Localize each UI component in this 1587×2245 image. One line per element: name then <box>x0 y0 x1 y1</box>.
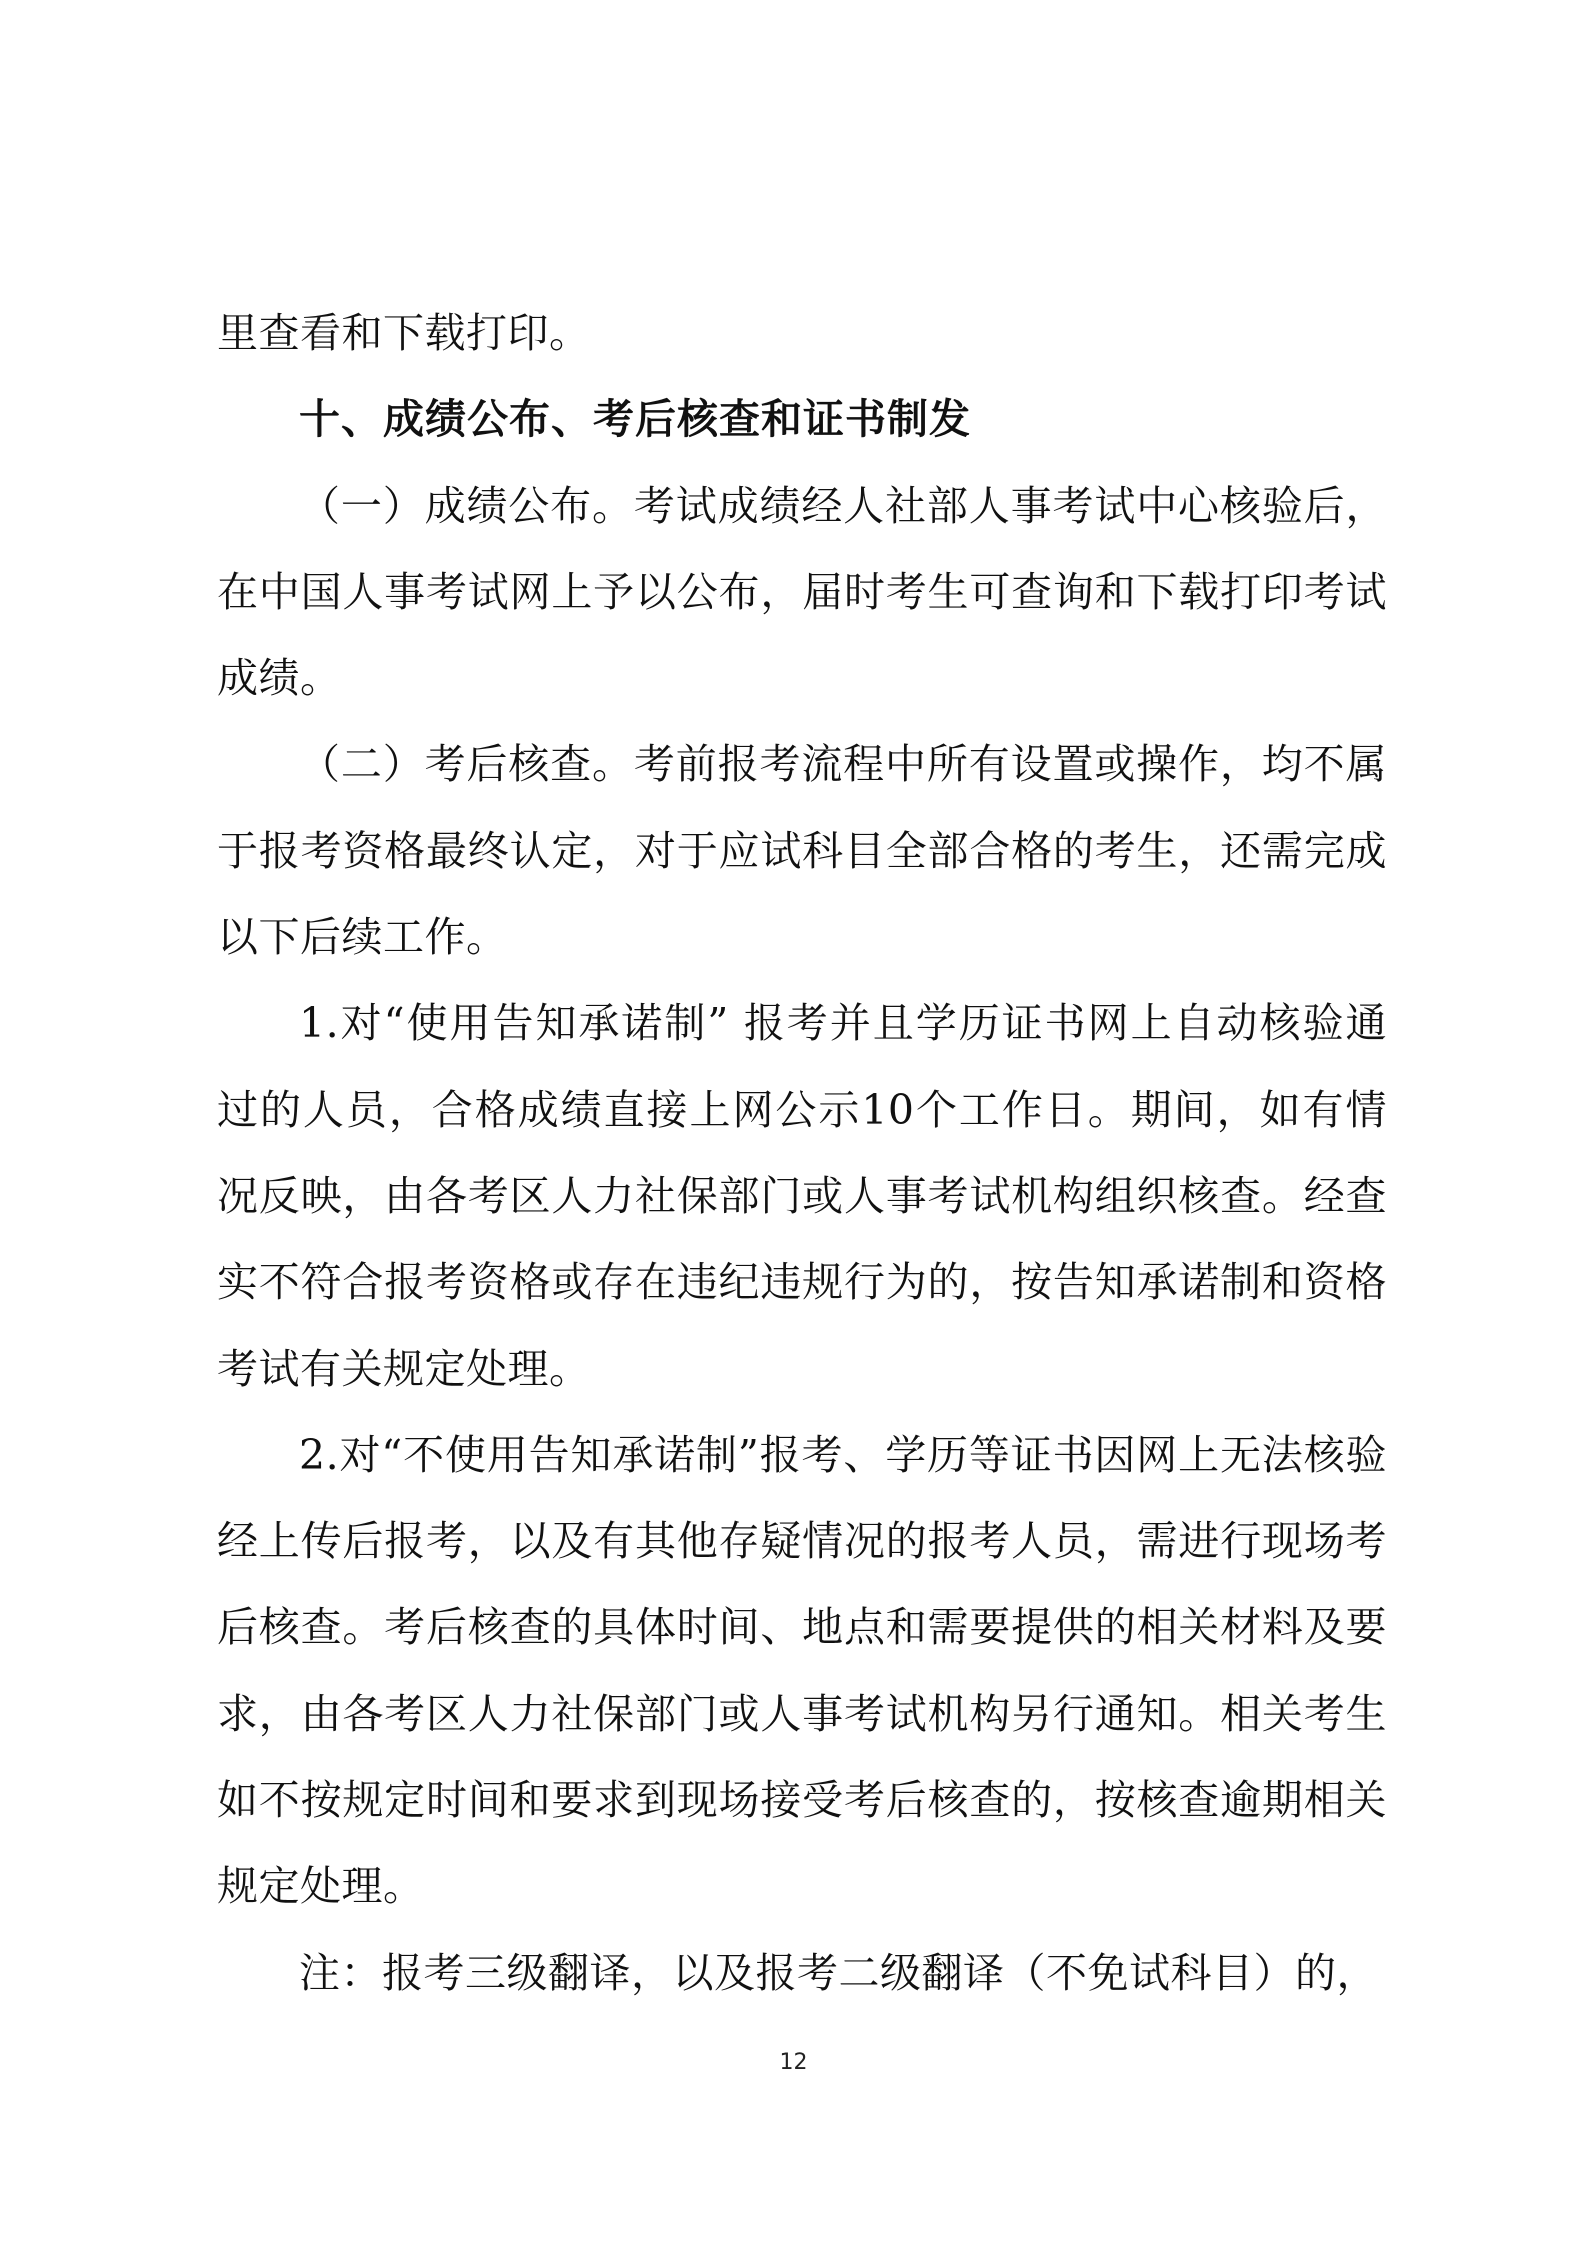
paragraph-item-2: 2.对“不使用告知承诺制”报考、学历等证书因网上无法核验经上传后报考，以及有其他存疑情况的报考人员，需进行现场考后核查。考后核查的具体时间、地点和需要提供的相关材料及要求，由各考区人力社保部门或人事考试机构另行通知。相关考生如不按规定时间和要求到现场接受考后核查的，按核查逾期相关规定处理。 <box>217 1430 1387 1911</box>
paragraph-note: 注：报考三级翻译，以及报考二级翻译（不免试科目）的， <box>299 1948 1378 1997</box>
paragraph-post-exam-review: （二）考后核查。考前报考流程中所有设置或操作，均不属于报考资格最终认定，对于应试科目全部合格的考生，还需完成以下后续工作。 <box>217 740 1387 962</box>
section-heading: 十、成绩公布、考后核查和证书制发 <box>299 395 971 444</box>
paragraph-item-1: 1.对“使用告知承诺制” 报考并且学历证书网上自动核验通过的人员，合格成绩直接上网公示10个工作日。期间，如有情况反映，由各考区人力社保部门或人事考试机构组织核查。经查实不符合报考资格或存在违纪违规行为的，按告知承诺制和资格考试有关规定处理。 <box>217 999 1387 1393</box>
paragraph-score-publication: （一）成绩公布。考试成绩经人社部人事考试中心核验后，在中国人事考试网上予以公布，届时考生可查询和下载打印考试成绩。 <box>217 481 1387 703</box>
body-text <box>217 290 1387 2016</box>
paragraph-continuation: 里查看和下载打印。 <box>217 309 591 357</box>
page-number: 12 <box>779 2050 808 2075</box>
